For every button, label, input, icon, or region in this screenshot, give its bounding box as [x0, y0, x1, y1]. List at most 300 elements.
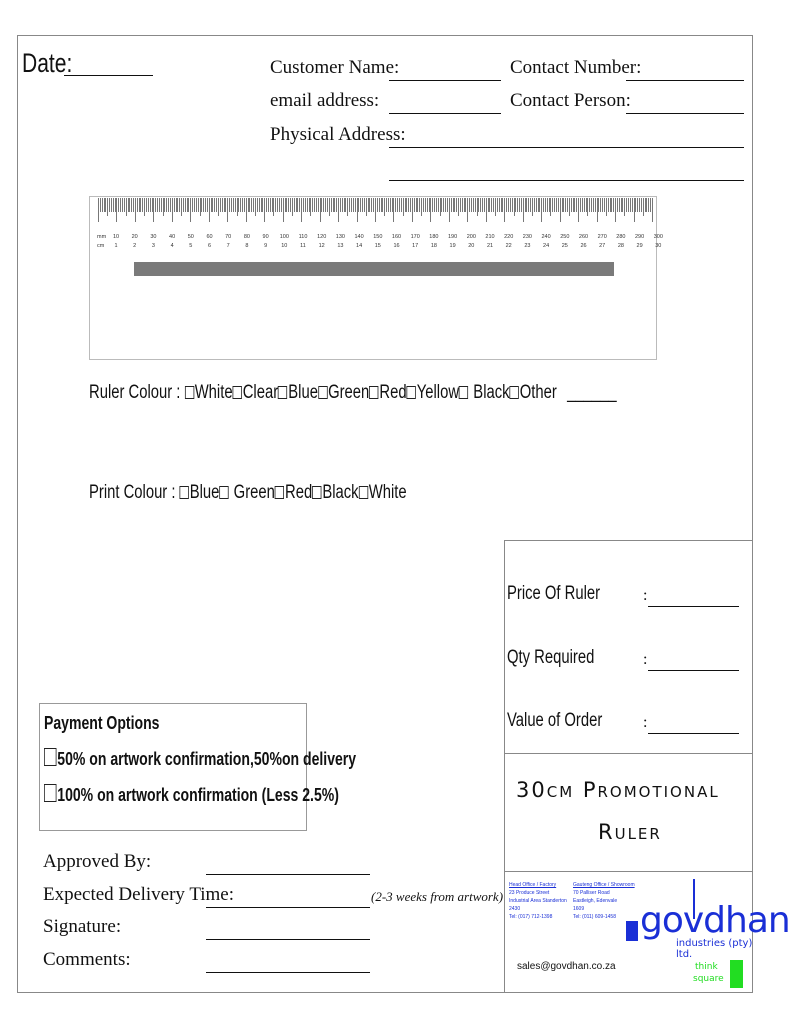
ruler-tick [447, 198, 448, 212]
ruler-tick [111, 198, 112, 212]
ruler-tick [369, 198, 370, 212]
ruler-tick [371, 198, 372, 212]
cm-tick-label: 21 [486, 243, 494, 249]
ruler-tick [183, 198, 184, 212]
qty-field[interactable] [648, 670, 739, 671]
ruler-tick [414, 198, 415, 212]
ruler-tick [344, 198, 345, 212]
date-label: Date: [22, 48, 73, 78]
ruler-tick [285, 198, 286, 212]
cm-tick-label: 4 [170, 243, 174, 249]
ruler-tick [225, 198, 226, 212]
ruler-tick [578, 198, 579, 222]
mm-tick-label: 170 [410, 234, 420, 240]
ruler-tick [310, 198, 311, 216]
ruler-tick [131, 198, 132, 212]
mm-tick-label: 300 [653, 234, 663, 240]
ruler-tick [168, 198, 169, 212]
ruler-tick [617, 198, 618, 212]
mm-tick-label: 50 [187, 234, 194, 240]
ruler-tick [288, 198, 289, 212]
ruler-tick [403, 198, 404, 216]
ruler-tick [521, 198, 522, 212]
ruler-tick [368, 198, 369, 212]
ruler-tick [421, 198, 422, 216]
mm-tick-label: 20 [131, 234, 138, 240]
ruler-tick [185, 198, 186, 212]
print-colour-checkbox[interactable] [219, 486, 228, 499]
ruler-colour-checkbox[interactable] [369, 386, 378, 399]
ruler-tick [338, 198, 339, 222]
ruler-colour-option-label: White [194, 382, 233, 403]
ruler-tick [406, 198, 407, 212]
ruler-tick [502, 198, 503, 212]
ruler-tick [233, 198, 234, 212]
product-title-line2: Ruler [598, 820, 662, 844]
cm-tick-label: 17 [412, 243, 419, 249]
ruler-tick [261, 198, 262, 212]
ruler-tick [144, 198, 145, 216]
ruler-tick [460, 198, 461, 212]
cm-tick-labels [0, 243, 770, 251]
ruler-tick [462, 198, 463, 212]
ruler-tick [405, 198, 406, 212]
ruler-tick [543, 198, 544, 212]
payment-option-2[interactable] [44, 784, 339, 806]
ruler-tick [174, 198, 175, 212]
ruler-colour-checkbox[interactable] [185, 386, 194, 399]
ruler-tick [484, 198, 485, 212]
ruler-tick [589, 198, 590, 212]
signature-label: Signature: [43, 916, 122, 937]
ruler-tick [137, 198, 138, 212]
ruler-tick [268, 198, 269, 212]
ruler-tick [135, 198, 136, 222]
ruler-tick [645, 198, 646, 212]
ruler-tick [153, 198, 154, 222]
mm-tick-label: 240 [541, 234, 551, 240]
cm-tick-label: 5 [189, 243, 193, 249]
ruler-tick [224, 198, 225, 212]
ruler-tick [541, 198, 542, 222]
ruler-tick [445, 198, 446, 212]
ruler-tick [591, 198, 592, 212]
cm-tick-label: 12 [318, 243, 325, 249]
ruler-tick [582, 198, 583, 212]
mm-tick-label: 230 [522, 234, 532, 240]
ruler-tick [477, 198, 478, 216]
mm-tick-label: 60 [206, 234, 213, 240]
gauteng-office-title: Gauteng Office / Showroom [573, 882, 635, 888]
ruler-tick [519, 198, 520, 212]
mm-tick-label: 30 [150, 234, 157, 240]
ruler-tick [637, 198, 638, 212]
payment-option-2-checkbox[interactable] [44, 784, 56, 802]
ruler-tick [238, 198, 239, 212]
payment-option-1-label: 50% on artwork confirmation,50%on delivery [57, 749, 357, 769]
ruler-tick [495, 198, 496, 216]
ruler-tick [264, 198, 265, 222]
ruler-tick [532, 198, 533, 216]
mm-tick-label: 250 [560, 234, 570, 240]
ruler-tick [102, 198, 103, 212]
ruler-tick [558, 198, 559, 212]
ruler-tick [116, 198, 117, 222]
head-office [509, 881, 567, 921]
ruler-tick [425, 198, 426, 212]
ruler-tick [648, 198, 649, 212]
ruler-tick [235, 198, 236, 212]
company-email[interactable]: sales@govdhan.co.za [517, 961, 616, 972]
ruler-tick [608, 198, 609, 212]
logo-wordmark: govdhan [640, 900, 790, 941]
ruler-tick [634, 198, 635, 222]
signature-field[interactable] [206, 939, 370, 940]
ruler-tick [432, 198, 433, 212]
mm-tick-label: 110 [298, 234, 308, 240]
ruler-tick [122, 198, 123, 212]
ruler-tick [440, 198, 441, 216]
ruler-colour-option-label: Yellow [416, 382, 460, 403]
contact-number-field[interactable] [626, 80, 744, 81]
ruler-tick [443, 198, 444, 212]
ruler-tick [249, 198, 250, 212]
ruler-colour-option-label: Clear [242, 382, 279, 403]
print-colour-checkbox[interactable] [312, 486, 321, 499]
ruler-colour-checkbox[interactable] [407, 386, 416, 399]
ruler-tick [624, 198, 625, 216]
ruler-tick [113, 198, 114, 212]
ruler-tick [307, 198, 308, 212]
ruler-tick [129, 198, 130, 212]
cm-tick-label: 8 [245, 243, 249, 249]
ruler-tick [454, 198, 455, 212]
physical-address-field[interactable] [389, 147, 744, 148]
ruler-tick [139, 198, 140, 212]
ruler-tick [528, 198, 529, 212]
ruler-tick [539, 198, 540, 212]
mm-tick-label: 220 [504, 234, 514, 240]
ruler-tick [270, 198, 271, 212]
email-field[interactable] [389, 113, 501, 114]
ruler-tick [576, 198, 577, 212]
ruler-tick [469, 198, 470, 212]
ruler-tick [164, 198, 165, 212]
ruler-tick [597, 198, 598, 222]
ruler-print-area [134, 262, 614, 276]
think-text: think [695, 962, 718, 972]
ruler-tick [272, 198, 273, 212]
customer-name-field[interactable] [389, 80, 501, 81]
head-office-line: 23 Produce Street [509, 890, 550, 896]
ruler-tick [390, 198, 391, 212]
ruler-tick [220, 198, 221, 212]
ruler-tick [604, 198, 605, 212]
ruler-tick [251, 198, 252, 212]
ruler-tick [196, 198, 197, 212]
ruler-tick [297, 198, 298, 212]
print-colour-option-label: Red [284, 482, 313, 503]
ruler-colour-checkbox[interactable] [510, 386, 519, 399]
ruler-tick [593, 198, 594, 212]
value-field[interactable] [648, 733, 739, 734]
ruler-tick [567, 198, 568, 212]
ruler-tick [353, 198, 354, 212]
ruler-tick [493, 198, 494, 212]
mm-tick-label: 70 [225, 234, 232, 240]
date-field[interactable] [64, 75, 153, 76]
ruler-tick [188, 198, 189, 212]
ruler-tick [142, 198, 143, 212]
ruler-colour-label: Ruler Colour : [89, 382, 181, 403]
ruler-tick [441, 198, 442, 212]
ruler-tick [632, 198, 633, 212]
gauteng-office-line: 70 Palliser Road [573, 890, 610, 896]
ruler-colour-checkbox[interactable] [459, 386, 468, 399]
ruler-tick [321, 198, 322, 212]
product-title-line1: 30cm Promotional [516, 778, 720, 802]
ruler-tick [248, 198, 249, 212]
ruler-tick [237, 198, 238, 216]
ruler-tick [547, 198, 548, 212]
cm-tick-label: 2 [133, 243, 137, 249]
ruler-tick [176, 198, 177, 212]
ruler-tick [279, 198, 280, 212]
ruler-tick [399, 198, 400, 212]
ruler-tick [340, 198, 341, 212]
ruler-tick [362, 198, 363, 212]
ruler-tick [244, 198, 245, 212]
qty-colon: : [643, 651, 648, 668]
ruler-tick [201, 198, 202, 212]
think-square-logo [730, 960, 743, 988]
physical-address-field-2[interactable] [389, 180, 744, 181]
ruler-tick [499, 198, 500, 212]
ruler-tick [355, 198, 356, 212]
ruler-tick [595, 198, 596, 212]
comments-field[interactable] [206, 972, 370, 973]
ruler-tick [386, 198, 387, 212]
cm-tick-label: 27 [599, 243, 606, 249]
ruler-tick [157, 198, 158, 212]
ruler-tick [246, 198, 247, 222]
mm-tick-label: 160 [391, 234, 402, 240]
ruler-tick [504, 198, 505, 222]
ruler-tick [427, 198, 428, 212]
ruler-tick [508, 198, 509, 212]
ruler-tick [598, 198, 599, 212]
ruler-tick [611, 198, 612, 212]
mm-tick-label: 10 [112, 234, 120, 240]
print-colour-checkbox[interactable] [180, 486, 189, 499]
ruler-tick [641, 198, 642, 212]
ruler-tick [639, 198, 640, 212]
ruler-tick [305, 198, 306, 212]
cm-tick-label: 20 [468, 243, 475, 249]
ruler-tick [434, 198, 435, 212]
ruler-tick [610, 198, 611, 212]
ruler-colour-checkbox[interactable] [233, 386, 242, 399]
ruler-tick [587, 198, 588, 216]
ruler-tick [621, 198, 622, 212]
ruler-tick [630, 198, 631, 212]
ruler-tick [146, 198, 147, 212]
ruler-tick [118, 198, 119, 212]
ruler-tick [526, 198, 527, 212]
ruler-tick [357, 198, 358, 222]
ruler-tick [488, 198, 489, 212]
cm-tick-label: 30 [655, 243, 662, 249]
ruler-tick [170, 198, 171, 212]
mm-tick-label: 290 [635, 234, 645, 240]
ruler-tick [364, 198, 365, 212]
ruler-tick [449, 198, 450, 222]
ruler-tick [192, 198, 193, 212]
ruler-colour-checkbox[interactable] [278, 386, 287, 399]
ruler-tick [545, 198, 546, 212]
contact-number-label: Contact Number: [510, 57, 642, 78]
ruler-tick [242, 198, 243, 212]
ruler-tick [231, 198, 232, 212]
contact-person-field[interactable] [626, 113, 744, 114]
ruler-tick [473, 198, 474, 212]
ruler-tick [207, 198, 208, 212]
print-colour-checkbox[interactable] [359, 486, 368, 499]
square-text: square [693, 974, 724, 984]
mm-tick-label: 210 [485, 234, 495, 240]
ruler-tick [159, 198, 160, 212]
ruler-tick [622, 198, 623, 212]
contact-person-label: Contact Person: [510, 90, 631, 111]
ruler-tick [312, 198, 313, 212]
ruler-tick [419, 198, 420, 212]
mm-tick-label: 120 [317, 234, 327, 240]
cm-tick-label: 15 [374, 243, 381, 249]
ruler-tick [212, 198, 213, 212]
ruler-colour-other-field[interactable]: ______ [567, 382, 617, 403]
comments-label: Comments: [43, 949, 131, 970]
ruler-tick [209, 198, 210, 222]
ruler-tick [331, 198, 332, 212]
ruler-tick [200, 198, 201, 216]
ruler-tick [320, 198, 321, 222]
payment-option-1-checkbox[interactable] [44, 748, 56, 766]
ruler-tick [512, 198, 513, 212]
ruler-tick [393, 198, 394, 222]
ruler-tick [124, 198, 125, 212]
ruler-tick [334, 198, 335, 212]
payment-option-2-label: 100% on artwork confirmation (Less 2.5%) [57, 785, 339, 805]
ruler-tick [277, 198, 278, 212]
ruler-colour-option-label: Other [519, 382, 557, 403]
ruler-tick [227, 198, 228, 222]
ruler-tick [580, 198, 581, 212]
cm-tick-label: 14 [356, 243, 363, 249]
ruler-tick [216, 198, 217, 212]
ruler-tick [333, 198, 334, 212]
ruler-tick [619, 198, 620, 212]
ruler-tick [179, 198, 180, 212]
ruler-tick [290, 198, 291, 212]
cm-tick-label: 19 [449, 243, 456, 249]
delivery-field[interactable] [206, 907, 370, 908]
ruler-tick [349, 198, 350, 212]
ruler-tick [205, 198, 206, 212]
ruler-tick [384, 198, 385, 216]
ruler-tick [257, 198, 258, 212]
ruler-tick [347, 198, 348, 216]
ruler-tick [563, 198, 564, 212]
ruler-tick [574, 198, 575, 212]
ruler-tick [652, 198, 653, 222]
ruler-tick [281, 198, 282, 212]
ruler-tick [430, 198, 431, 222]
ruler-tick [120, 198, 121, 212]
delivery-label: Expected Delivery Time: [43, 884, 235, 905]
ruler-colour-checkbox[interactable] [318, 386, 327, 399]
ruler-tick [600, 198, 601, 212]
print-colour-checkbox[interactable] [275, 486, 284, 499]
ruler-tick [552, 198, 553, 212]
ruler-tick [423, 198, 424, 212]
price-field[interactable] [648, 606, 739, 607]
ruler-tick [166, 198, 167, 212]
ruler-tick [283, 198, 284, 222]
ruler-tick [325, 198, 326, 212]
delivery-note: (2-3 weeks from artwork) [371, 889, 504, 904]
approved-field[interactable] [206, 874, 370, 875]
ruler-tick [294, 198, 295, 212]
print-colour-option-label: Black [322, 482, 359, 503]
ruler-colour-option-label: Blue [288, 382, 318, 403]
ruler-tick [115, 198, 116, 212]
ruler-tick [628, 198, 629, 212]
print-colour-option-label: Blue [189, 482, 220, 503]
ruler-tick [565, 198, 566, 212]
ruler-tick [222, 198, 223, 212]
ruler-tick [198, 198, 199, 212]
ruler-colour-option-label: Black [469, 382, 510, 403]
ruler-tick [155, 198, 156, 212]
cm-tick-label: 22 [505, 243, 512, 249]
mm-label: mm [97, 234, 107, 240]
ruler-tick [554, 198, 555, 212]
ruler-tick [586, 198, 587, 212]
cm-tick-label: 28 [617, 243, 624, 249]
ruler-tick [602, 198, 603, 212]
payment-title: Payment Options [44, 713, 160, 733]
ruler-tick [240, 198, 241, 212]
ruler-colour-row [89, 382, 617, 404]
ruler-tick [475, 198, 476, 212]
ruler-tick [150, 198, 151, 212]
payment-option-1[interactable] [44, 748, 356, 770]
ruler-tick [523, 198, 524, 222]
head-office-title: Head Office / Factory [509, 882, 557, 888]
mm-tick-label: 190 [448, 234, 458, 240]
head-office-line: 2430 [509, 906, 521, 912]
ruler-tick [203, 198, 204, 212]
print-colour-option-label: White [368, 482, 407, 503]
ruler-tick [417, 198, 418, 212]
ruler-tick [482, 198, 483, 212]
ruler-tick [366, 198, 367, 216]
ruler-tick [194, 198, 195, 212]
ruler-tick [105, 198, 106, 212]
ruler-tick [510, 198, 511, 212]
ruler-tick [486, 198, 487, 222]
approved-label: Approved By: [43, 851, 152, 872]
